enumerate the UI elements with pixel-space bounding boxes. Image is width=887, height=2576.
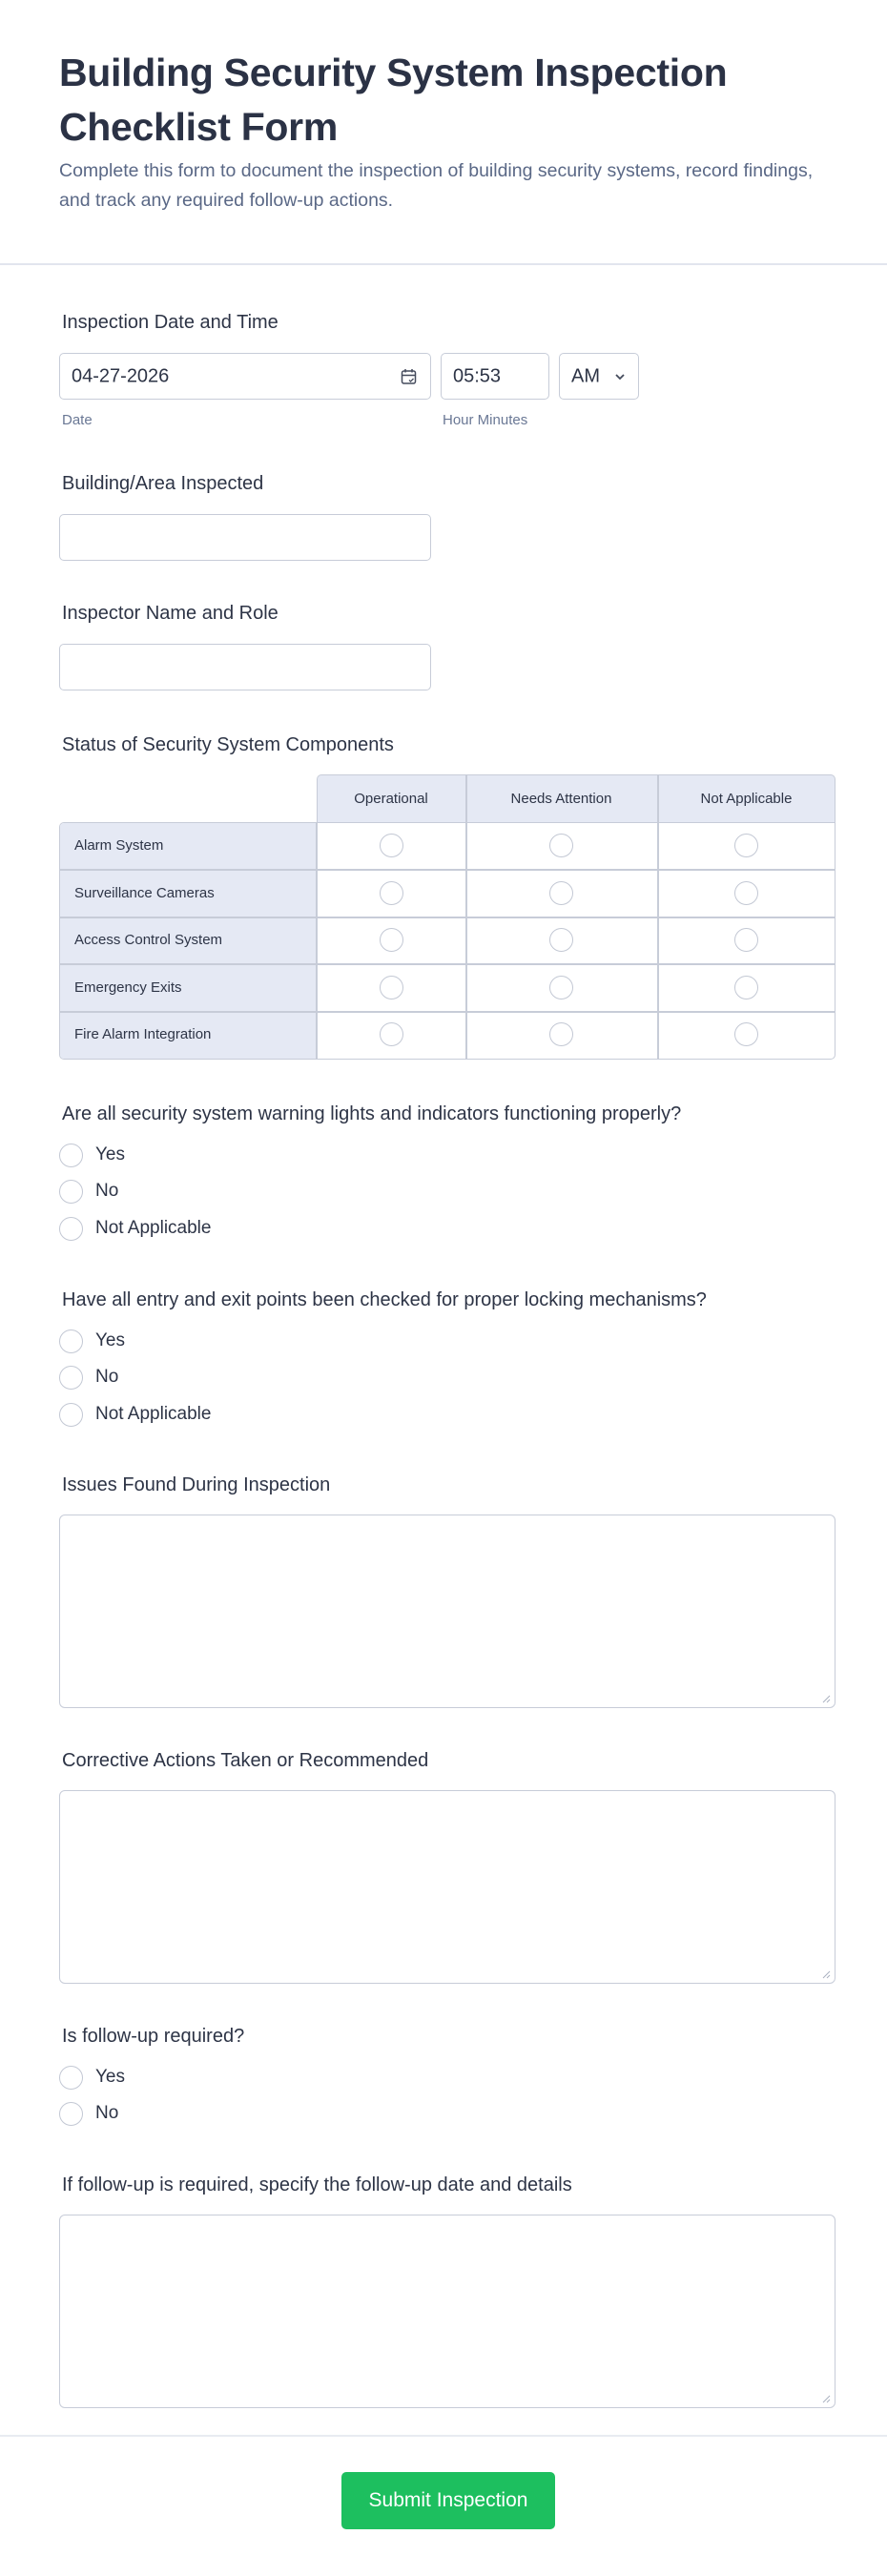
issues-found-label: Issues Found During Inspection (62, 1474, 331, 1495)
time-value: 05:53 (453, 365, 502, 386)
time-input[interactable] (441, 353, 549, 400)
followup-details-label: If follow-up is required, specify the follow-up date and details (62, 2174, 572, 2195)
row-divider (59, 1011, 835, 1013)
form-header (0, 0, 887, 265)
resize-grip-icon[interactable] (821, 1969, 831, 1979)
matrix-radio-access-operational[interactable] (380, 928, 403, 952)
date-value: 04-27-2026 (72, 365, 170, 386)
option-label: Not Applicable (95, 1404, 212, 1424)
page-title: Building Security System Inspection Checklist Form (59, 51, 728, 149)
corrective-actions-label: Corrective Actions Taken or Recommended (62, 1750, 429, 1771)
radio-button[interactable] (59, 2066, 83, 2090)
column-divider (465, 774, 467, 822)
building-area-input[interactable] (59, 514, 431, 561)
time-sublabel: Hour Minutes (443, 412, 528, 428)
date-input[interactable] (59, 353, 431, 400)
building-area-label: Building/Area Inspected (62, 473, 264, 494)
radio-button[interactable] (59, 1329, 83, 1353)
matrix-radio-exits-operational[interactable] (380, 976, 403, 999)
entry-exit-label: Have all entry and exit points been checked for proper locking mechanisms? (62, 1289, 707, 1310)
matrix-radio-fire-not-applicable[interactable] (734, 1022, 758, 1046)
matrix-radio-alarm-not-applicable[interactable] (734, 834, 758, 857)
warning-lights-label: Are all security system warning lights and indicators functioning properly? (62, 1103, 682, 1124)
radio-button[interactable] (59, 1403, 83, 1427)
matrix-radio-cameras-operational[interactable] (380, 881, 403, 905)
entry-exit-option-not-applicable[interactable] (59, 1400, 211, 1429)
inspector-label: Inspector Name and Role (62, 603, 278, 624)
issues-found-textarea[interactable] (59, 1515, 835, 1708)
submit-inspection-button[interactable]: Submit Inspection (341, 2472, 555, 2529)
matrix-radio-fire-operational[interactable] (380, 1022, 403, 1046)
column-divider (316, 822, 318, 1060)
ampm-value: AM (571, 365, 600, 386)
option-label: No (95, 1181, 119, 1201)
chevron-down-icon (614, 373, 626, 381)
matrix-radio-alarm-needs-attention[interactable] (549, 834, 573, 857)
radio-button[interactable] (59, 1217, 83, 1241)
components-matrix (59, 774, 835, 1060)
matrix-radio-access-not-applicable[interactable] (734, 928, 758, 952)
column-divider (657, 774, 659, 822)
followup-details-textarea[interactable] (59, 2215, 835, 2408)
inspection-datetime-label: Inspection Date and Time (62, 312, 278, 333)
radio-button[interactable] (59, 1144, 83, 1167)
followup-required-label: Is follow-up required? (62, 2026, 245, 2047)
matrix-radio-cameras-not-applicable[interactable] (734, 881, 758, 905)
entry-exit-option-no[interactable] (59, 1363, 118, 1391)
matrix-radio-exits-needs-attention[interactable] (549, 976, 573, 999)
matrix-row-label: Fire Alarm Integration (74, 1026, 212, 1042)
radio-button[interactable] (59, 1180, 83, 1204)
followup-option-no[interactable] (59, 2099, 118, 2128)
radio-button[interactable] (59, 2102, 83, 2126)
warning-lights-option-yes[interactable] (59, 1141, 125, 1169)
date-sublabel: Date (62, 412, 93, 428)
option-label: No (95, 2103, 119, 2123)
matrix-radio-fire-needs-attention[interactable] (549, 1022, 573, 1046)
option-label: Yes (95, 2067, 125, 2087)
calendar-icon[interactable] (401, 368, 417, 385)
row-divider (59, 869, 835, 871)
matrix-column-header: Operational (354, 790, 428, 807)
footer-divider (0, 2435, 887, 2437)
ampm-select[interactable] (559, 353, 639, 400)
option-label: Yes (95, 1330, 125, 1350)
matrix-radio-alarm-operational[interactable] (380, 834, 403, 857)
matrix-row-label: Emergency Exits (74, 979, 182, 996)
matrix-row-label: Surveillance Cameras (74, 885, 215, 901)
warning-lights-option-no[interactable] (59, 1177, 118, 1206)
warning-lights-option-not-applicable[interactable] (59, 1214, 211, 1243)
radio-button[interactable] (59, 1366, 83, 1390)
matrix-radio-cameras-needs-attention[interactable] (549, 881, 573, 905)
inspector-input[interactable] (59, 644, 431, 690)
row-divider (59, 963, 835, 965)
matrix-radio-exits-not-applicable[interactable] (734, 976, 758, 999)
entry-exit-option-yes[interactable] (59, 1327, 125, 1355)
matrix-column-header: Needs Attention (510, 790, 612, 807)
resize-grip-icon[interactable] (821, 2394, 831, 2403)
column-divider (657, 822, 659, 1060)
matrix-row-label: Access Control System (74, 932, 223, 948)
matrix-row-label: Alarm System (74, 837, 164, 854)
resize-grip-icon[interactable] (821, 1694, 831, 1703)
matrix-radio-access-needs-attention[interactable] (549, 928, 573, 952)
page-description: Complete this form to document the inspection of building security systems, record findings, and track any required follow-up actions. (59, 160, 814, 211)
row-divider (59, 917, 835, 918)
components-matrix-label: Status of Security System Components (62, 734, 394, 755)
followup-option-yes[interactable] (59, 2063, 125, 2092)
column-divider (465, 822, 467, 1060)
corrective-actions-textarea[interactable] (59, 1790, 835, 1984)
matrix-column-header: Not Applicable (700, 790, 793, 807)
option-label: No (95, 1367, 119, 1387)
option-label: Yes (95, 1144, 125, 1164)
option-label: Not Applicable (95, 1218, 212, 1238)
